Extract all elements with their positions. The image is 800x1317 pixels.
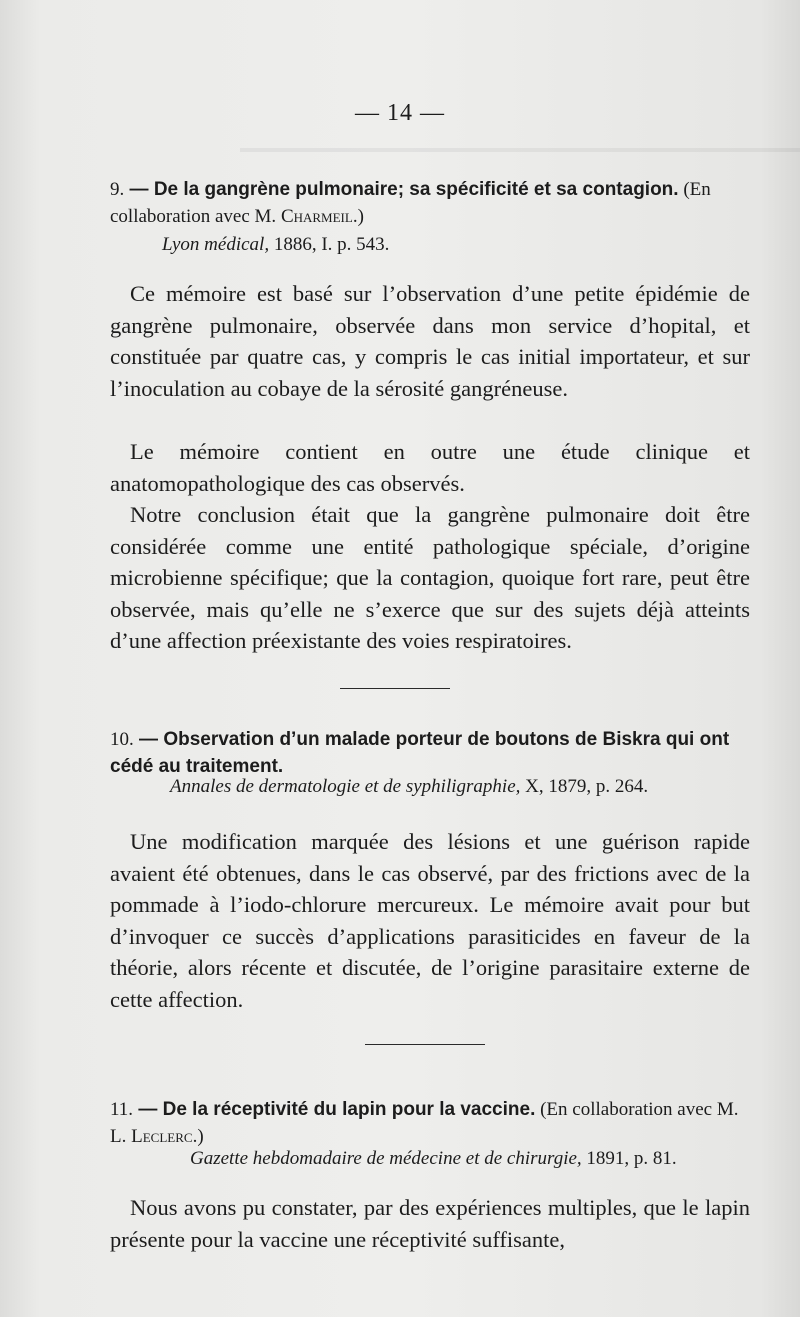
journal-name: Lyon médical, (162, 234, 270, 255)
entry-10-heading (110, 726, 750, 780)
collaboration-prefix: (En collaboration avec M. L. (110, 1099, 739, 1147)
collaboration-suffix: .) (192, 1126, 204, 1147)
entry-9-paragraph-2: Le mémoire contient en outre une étude clinique et anatomopathologique des cas observés. (110, 439, 750, 496)
entry-9-paragraph-1: Ce mémoire est basé sur l’observation d’une petite épidémie de gangrène pulmonaire, observée dans mon service d’hopital, et constituée par quatre cas, y compris le cas initial importateur, et sur l’inoculation au cobaye de la sérosité gangréneuse. (110, 281, 750, 401)
collaboration-prefix: (En collaboration avec M. (110, 179, 711, 227)
entry-9-citation (162, 232, 389, 258)
collaborator-name: Leclerc (131, 1126, 193, 1147)
entry-10-paragraph-1: Une modification marquée des lésions et une guérison rapide avaient été obtenues, dans le cas observé, par des frictions avec de la pommade à l’iodo-chlorure mercureux. Le mémoire avait pour but d’invoquer ce succès d’applications parasiticides en faveur de la théorie, alors récente et discutée, de l’origine parasitaire externe de cette affection. (110, 829, 750, 1012)
journal-name: Gazette hebdomadaire de médecine et de chirurgie, (190, 1148, 582, 1169)
entry-number: 9. (110, 179, 125, 200)
entry-9-heading (110, 176, 750, 230)
collaboration-suffix: .) (352, 206, 364, 227)
journal-name: Annales de dermatologie et de syphiligraphie, (170, 776, 521, 797)
section-divider (340, 688, 450, 689)
page-number: — 14 — (355, 100, 445, 126)
entry-dash: — (124, 179, 154, 200)
citation-details: X, 1879, p. 264. (520, 776, 649, 797)
collaborator-name: Charmeil (280, 206, 353, 227)
entry-11-paragraph-1: Nous avons pu constater, par des expériences multiples, que le lapin présente pour la vaccine une réceptivité suffisante, (110, 1195, 750, 1252)
entry-10-citation (170, 774, 648, 800)
entry-title: De la gangrène pulmonaire; sa spécificité et sa contagion. (153, 179, 679, 200)
citation-details: 1886, I. p. 543. (269, 234, 390, 255)
section-divider (365, 1044, 485, 1045)
entry-11-citation (190, 1146, 677, 1172)
entry-number: 10. (110, 729, 134, 750)
entry-dash: — (133, 1099, 163, 1120)
entry-9-paragraph-3: Notre conclusion était que la gangrène pulmonaire doit être considérée comme une entité pathologique spéciale, d’origine microbienne spécifique; que la contagion, quoique fort rare, peut être observée, mais qu’elle ne s’exerce que sur des sujets déjà atteints d’une affection préexistante des voies respiratoires. (110, 502, 750, 653)
entry-title: Observation d’un malade porteur de boutons de Biskra qui ont cédé au traitement. (110, 729, 730, 777)
show-through-texture (100, 128, 800, 168)
entry-title: De la réceptivité du lapin pour la vaccine. (162, 1099, 536, 1120)
entry-11-heading (110, 1096, 750, 1150)
entry-number: 11. (110, 1099, 134, 1120)
entry-dash: — (133, 729, 164, 750)
citation-details: 1891, p. 81. (581, 1148, 677, 1169)
